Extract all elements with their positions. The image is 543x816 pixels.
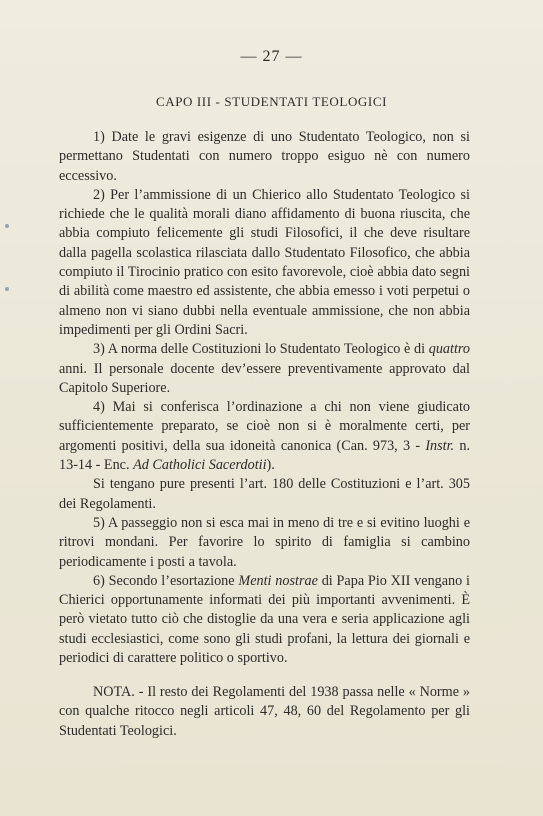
paragraph-1: 1) Date le gravi esigenze di uno Studentato Teologico, non si permettano Studentati con numero troppo esiguo nè con numero eccessivo. xyxy=(59,129,470,184)
note-label: OTA xyxy=(103,684,132,700)
italic-run: Menti nostrae xyxy=(238,572,318,589)
paper-speck xyxy=(5,224,9,228)
italic-run: Ad Catholici Sacerdotii xyxy=(133,457,267,474)
paragraph-4 xyxy=(59,398,470,475)
heading-part: III - xyxy=(193,94,225,109)
paper-speck xyxy=(5,287,9,291)
text-run: 6) Secondo l’esortazione xyxy=(93,572,239,589)
heading-part: C xyxy=(155,94,166,109)
heading-part: APO xyxy=(165,94,194,109)
paragraph-2: 2) Per l’ammissione di un Chierico allo Studentato Teologico si richiede che le qualità morali diano affidamento di buona riuscita, che abbia compiuto felicemente gli studi Filosofici, il che deve risultare dalla pagella scolastica rilasciata dallo Studentato Filosofico, che abbia compiuto il Tirocinio pratico con esito favorevole, cioè abbia dato segni di abilità come maestro ed assistente, che abbia emesso i voti perpetui o almeno non vi siano dubbi nella eventuale ammissione, che non abbia impedimenti per gli Ordini Sacri. xyxy=(59,186,470,338)
note-label: N xyxy=(93,684,104,700)
italic-run: Instr. xyxy=(425,437,455,454)
paragraph-5: 5) A passeggio non si esca mai in meno di tre e si evitino luoghi e ritrovi mondani. Per favorire lo spirito di famiglia si cambino periodicamente i posti a tavola. xyxy=(59,514,470,570)
heading-part: TUDENTATI TEOLOGICI xyxy=(232,94,388,109)
paragraph-3 xyxy=(59,340,470,398)
paragraph-6 xyxy=(59,572,470,668)
footnote xyxy=(59,683,470,741)
chapter-heading xyxy=(0,94,543,110)
note-text: . - Il resto dei Regolamenti del 1938 passa nelle « Norme » con qualche ritocco negli articoli 47, 48, 60 del Regolamento per gli Studentati Teologici. xyxy=(59,684,470,739)
note-paragraph xyxy=(59,683,470,741)
text-run: 4) Mai si conferisca l’ordinazione a chi non viene giudicato sufficientemente preparato, se cioè non si è moralmente certi, per argomenti positivi, della sua idoneità canonica (Can. 973, 3 - xyxy=(59,399,470,454)
heading-part: S xyxy=(224,94,233,109)
text-run: n. 13-14 - Enc. xyxy=(59,437,471,474)
italic-run: quattro xyxy=(428,341,470,358)
paragraph-4-continued: Si tengano pure presenti l’art. 180 delle Costituzioni e l’art. 305 dei Regolamenti. xyxy=(59,476,470,512)
text-run: ). xyxy=(266,457,275,474)
body-text xyxy=(59,128,470,668)
text-run: anni. Il personale docente dev’essere preventivamente approvato dal Capitolo Superiore. xyxy=(59,360,470,396)
page-number: — 27 — xyxy=(240,48,303,65)
text-run: 3) A norma delle Costituzioni lo Studentato Teologico è di xyxy=(93,341,429,358)
text-run: di Papa Pio XII vengano i Chierici opportunamente informati dei più importanti avvenimenti. È però vietato tutto ciò che distoglie da una vera e seria applicazione agli studi ecclesiastici, come sono gli studi profani, la lettura dei giornali e periodici di carattere politico o sportivo. xyxy=(59,572,470,667)
